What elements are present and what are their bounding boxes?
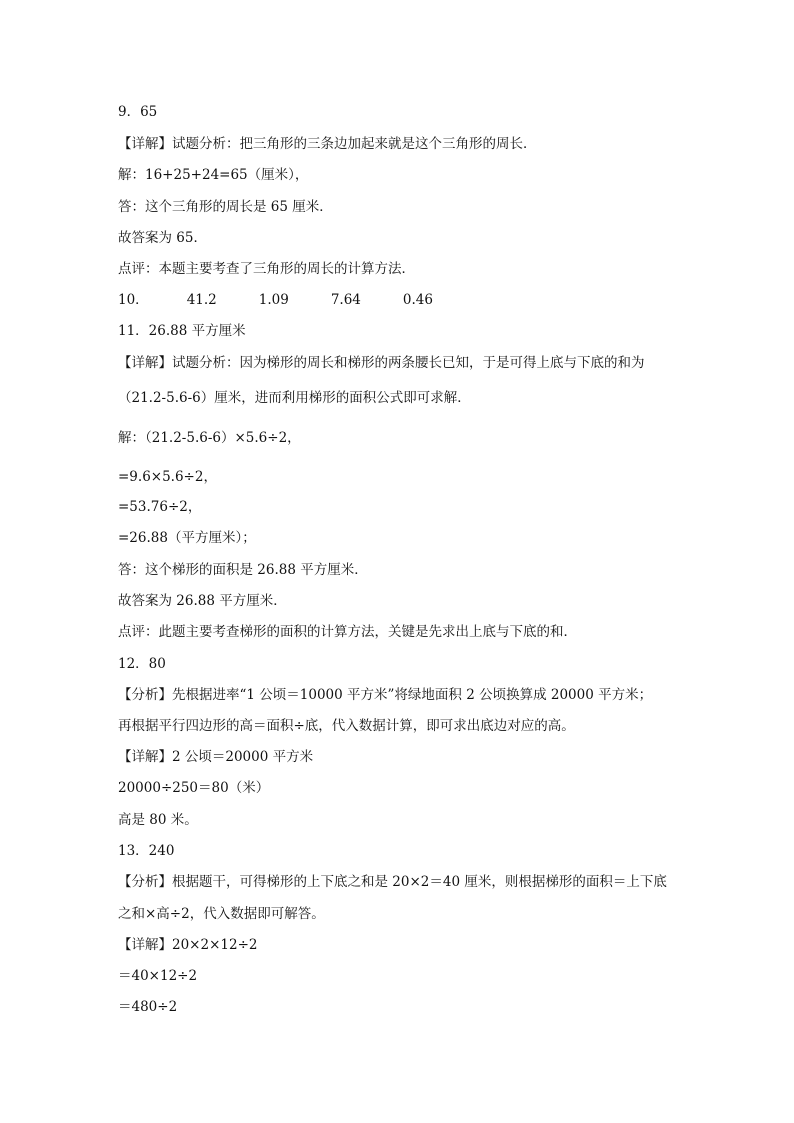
answer-12-analysis: 【分析】先根据进率“1 公顷＝10000 平方米”将绿地面积 2 公顷换算成 20000 平方米； xyxy=(118,687,653,703)
answer-13-heading: 13．240 xyxy=(118,843,175,859)
answer-10-value: 7.64 xyxy=(330,292,361,308)
answer-11-step: =9.6×5.6÷2， xyxy=(118,469,217,485)
answer-10-heading: 10． xyxy=(118,292,149,308)
answer-12-reply: 高是 80 米。 xyxy=(118,812,198,828)
answer-11-conclusion: 故答案为 26.88 平方厘米． xyxy=(118,593,287,609)
answer-13-analysis: 【分析】根据题干，可得梯形的上下底之和是 20×2＝40 厘米，则根据梯形的面积＝上下底 xyxy=(118,874,667,890)
answer-10-value: 0.46 xyxy=(402,292,433,308)
answer-9-solution: 解：16+25+24=65（厘米）， xyxy=(118,167,309,183)
answer-12-heading: 12．80 xyxy=(118,656,166,672)
answer-12-detail: 【详解】2 公顷＝20000 平方米 xyxy=(118,749,314,765)
answer-9-comment: 点评：本题主要考查了三角形的周长的计算方法． xyxy=(118,261,415,277)
answer-9-heading: 9．65 xyxy=(118,104,158,120)
answer-10-row xyxy=(118,292,433,308)
answer-13-detail: 【详解】20×2×12÷2 xyxy=(118,937,258,953)
answer-10-value: 41.2 xyxy=(186,292,217,308)
answer-11-detail-cont: （21.2-5.6-6）厘米，进而利用梯形的面积公式即可求解． xyxy=(118,390,471,406)
answer-12-step: 20000÷250＝80（米） xyxy=(118,780,270,796)
answer-11-step: =53.76÷2， xyxy=(118,499,202,515)
answer-12-analysis-cont: 再根据平行四边形的高＝面积÷底，代入数据计算，即可求出底边对应的高。 xyxy=(118,718,575,734)
answer-10-value: 1.09 xyxy=(258,292,289,308)
answer-11-detail: 【详解】试题分析：因为梯形的周长和梯形的两条腰长已知，于是可得上底与下底的和为 xyxy=(118,355,645,371)
answer-11-solution: 解：（21.2-5.6-6）×5.6÷2， xyxy=(118,430,301,446)
answer-9-detail: 【详解】试题分析：把三角形的三条边加起来就是这个三角形的周长． xyxy=(118,136,537,152)
answer-9-reply: 答：这个三角形的周长是 65 厘米． xyxy=(118,199,333,215)
answer-9-conclusion: 故答案为 65． xyxy=(118,230,207,246)
answer-11-heading: 11．26.88 平方厘米 xyxy=(118,323,246,339)
answer-11-comment: 点评：此题主要考查梯形的面积的计算方法，关键是先求出上底与下底的和． xyxy=(118,624,577,640)
answer-11-reply: 答：这个梯形的面积是 26.88 平方厘米． xyxy=(118,562,368,578)
answer-13-step: ＝480÷2 xyxy=(118,999,178,1015)
answer-11-step: =26.88（平方厘米）； xyxy=(118,530,256,546)
answer-13-step: ＝40×12÷2 xyxy=(118,968,198,984)
answer-13-analysis-cont: 之和×高÷2，代入数据即可解答。 xyxy=(118,906,325,922)
